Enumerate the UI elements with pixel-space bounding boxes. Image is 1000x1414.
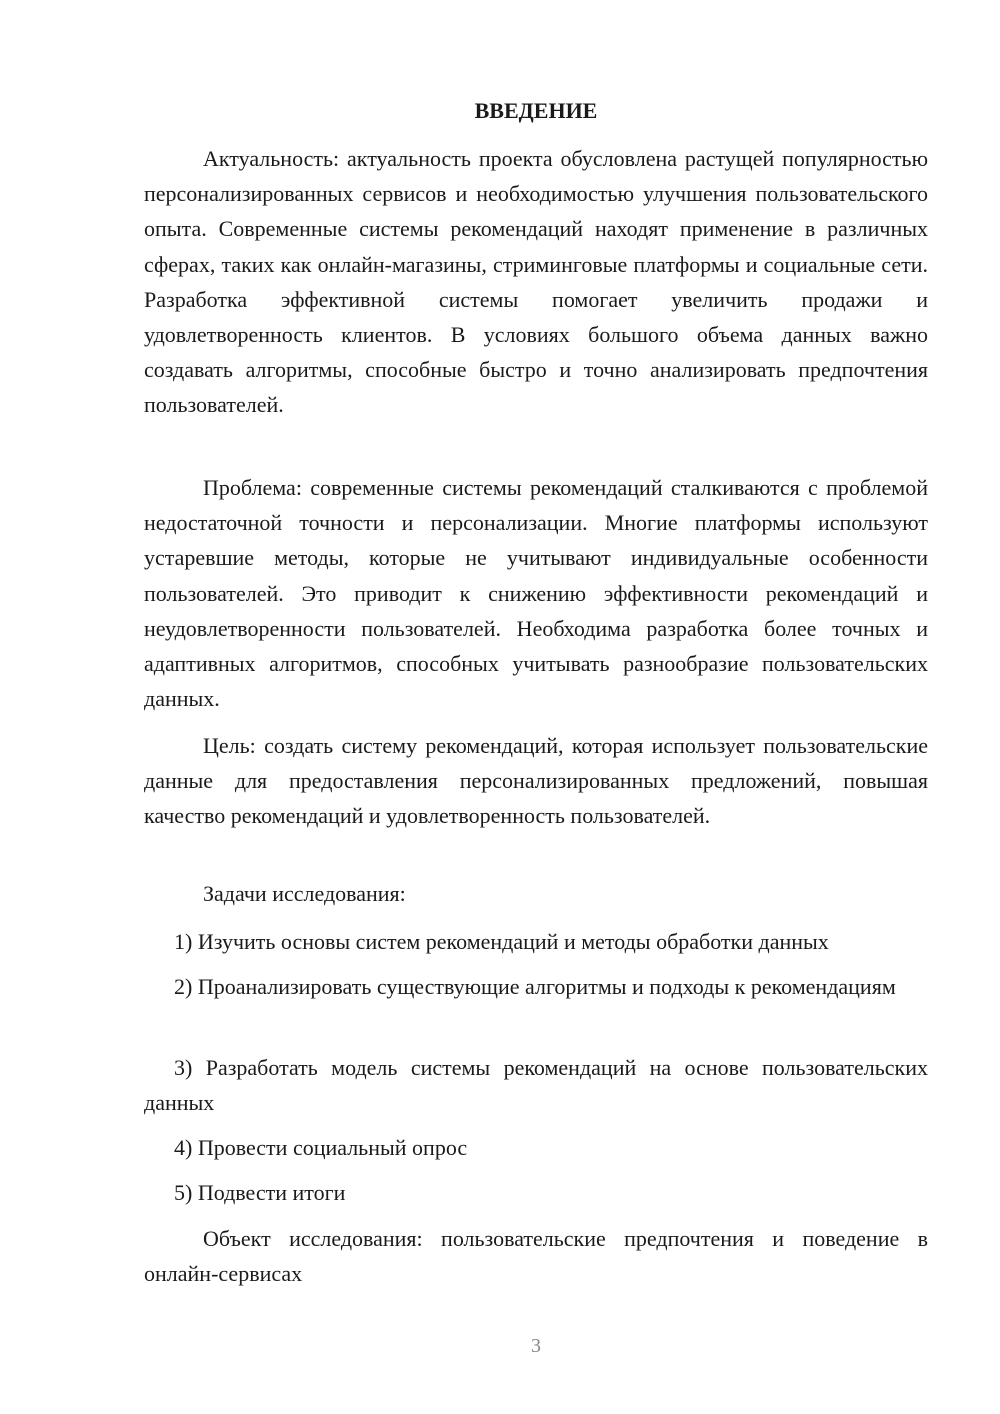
document-page	[144, 0, 928, 1414]
task-item-5: 5) Подвести итоги	[174, 1180, 346, 1205]
task-item-3: 3) Разработать модель системы рекомендаций на основе пользовательских данных	[144, 1055, 928, 1116]
tasks-heading: Задачи исследования:	[203, 881, 406, 906]
relevance-paragraph: Актуальность: актуальность проекта обусловлена растущей популярностью персонализированных сервисов и необходимостью улучшения пользовательского опыта. Современные системы рекомендаций находят применение в различных сферах, таких как онлайн-магазины, стриминговые платформы и социальные сети. Разработка эффективной системы помогает увеличить продажи и удовлетворенность клиентов. В условиях большого объема данных важно создавать алгоритмы, способные быстро и точно анализировать предпочтения пользователей.	[144, 146, 928, 418]
problem-paragraph: Проблема: современные системы рекомендаций сталкиваются с проблемой недостаточной точности и персонализации. Многие платформы используют устаревшие методы, которые не учитывают индивидуальные особенности пользователей. Это приводит к снижению эффективности рекомендаций и неудовлетворенности пользователей. Необходима разработка более точных и адаптивных алгоритмов, способных учитывать разнообразие пользовательских данных.	[144, 475, 928, 712]
task-item-4: 4) Провести социальный опрос	[174, 1135, 468, 1160]
object-paragraph: Объект исследования: пользовательские предпочтения и поведение в онлайн-сервисах	[144, 1226, 928, 1287]
page-title: ВВЕДЕНИЕ	[474, 98, 598, 123]
task-item-1: 1) Изучить основы систем рекомендаций и методы обработки данных	[174, 929, 829, 954]
goal-paragraph: Цель: создать систему рекомендаций, которая использует пользовательские данные для предоставления персонализированных предложений, повышая качество рекомендаций и удовлетворенность пользователей.	[144, 733, 928, 829]
page-number: 3	[531, 1335, 541, 1357]
task-item-2: 2) Проанализировать существующие алгоритмы и подходы к рекомендациям	[174, 974, 896, 999]
